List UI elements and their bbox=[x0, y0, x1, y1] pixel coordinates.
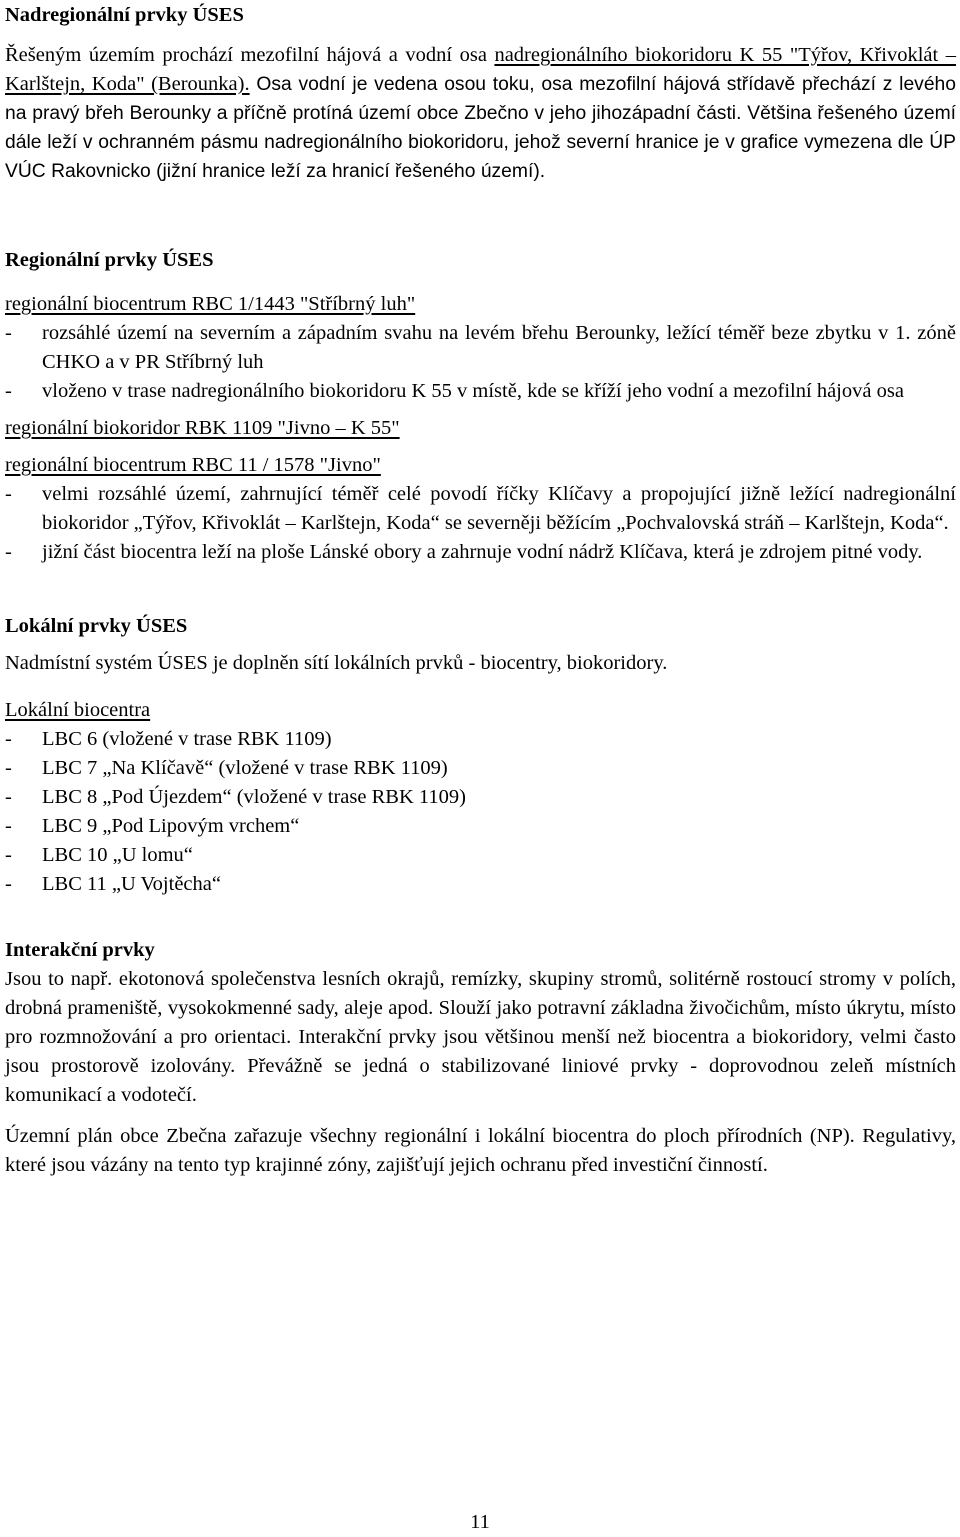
local-biocentra-title: Lokální biocentra bbox=[5, 699, 151, 721]
list-item: - LBC 10 „U lomu“ bbox=[5, 841, 956, 870]
nadregional-corridor-link: nadregionálního biokoridoru K 55 "Týřov, Křivoklát – Karlštejn, Koda" (Berounka). bbox=[5, 44, 957, 95]
list-item: - LBC 11 „U Vojtěcha“ bbox=[5, 870, 956, 899]
document-page bbox=[5, 0, 956, 1180]
list-item: - LBC 6 (vložené v trase RBK 1109) bbox=[5, 725, 956, 754]
heading-interaction: Interakční prvky bbox=[5, 939, 155, 961]
nadregional-text-start: Řešeným územím prochází mezofilní hájová a vodní osa bbox=[5, 44, 495, 66]
list-item: - LBC 9 „Pod Lipovým vrchem“ bbox=[5, 812, 956, 841]
interaction-paragraph: Jsou to např. ekotonová společenstva lesních okrajů, remízky, skupiny stromů, solitérně rostoucí stromy v polích, drobná prameniště, vysokokmenné sady, aleje apod. Slouží jako potravní základna živočichům, místo úkrytu, místo pro rozmnožování a pro orientaci. Interakční prvky jsou většinou menší než biocentra a biokoridory, velmi často jsou prostorově izolovány. Převážně se jedná o stabilizované liniové prvky - doprovodnou zeleň místních komunikací a vodotečí. bbox=[5, 968, 956, 1106]
local-intro: Nadmístní systém ÚSES je doplněn sítí lokálních prvků - biocentry, biokoridory. bbox=[5, 652, 668, 674]
plan-paragraph: Územní plán obce Zbečna zařazuje všechny regionální i lokální biocentra do ploch přírodních (NP). Regulativy, které jsou vázány na tento typ krajinné zóny, zajišťují jejich ochranu před investiční činností. bbox=[5, 1125, 956, 1176]
rbc1-title: regionální biocentrum RBC 1/1443 "Stříbrný luh" bbox=[5, 293, 416, 315]
rbc2-item-1: - velmi rozsáhlé území, zahrnující téměř celé povodí říčky Klíčavy a propojující jižně ležící nadregionální biokoridor „Týřov, Křivoklát – Karlštejn, Koda“ se severněji běžícím „Pochvalovská stráň – Karlštejn, Koda“. bbox=[5, 480, 956, 538]
rbc2-item-2: - jižní část biocentra leží na ploše Lánské obory a zahrnuje vodní nádrž Klíčava, která je zdrojem pitné vody. bbox=[5, 538, 956, 567]
rbc2-title: regionální biocentrum RBC 11 / 1578 "Jivno" bbox=[5, 454, 381, 476]
heading-local: Lokální prvky ÚSES bbox=[5, 615, 188, 637]
list-item: - LBC 8 „Pod Újezdem“ (vložené v trase RBK 1109) bbox=[5, 783, 956, 812]
page-number: 11 bbox=[470, 1511, 490, 1533]
rbc1-item-1: - rozsáhlé území na severním a západním svahu na levém břehu Berounky, ležící téměř beze zbytku v 1. zóně CHKO a v PR Stříbrný luh bbox=[5, 319, 956, 377]
nadregional-paragraph bbox=[5, 41, 956, 186]
heading-nadregional: Nadregionální prvky ÚSES bbox=[5, 4, 244, 26]
heading-regional: Regionální prvky ÚSES bbox=[5, 249, 214, 271]
local-biocentra-list bbox=[5, 725, 956, 899]
rbc1-item-2: - vloženo v trase nadregionálního biokoridoru K 55 v místě, kde se kříží jeho vodní a mezofilní hájová osa bbox=[5, 377, 956, 406]
nadregional-text-sans: Osa vodní je vedena osou toku, osa mezofilní hájová střídavě přechází z levého na pravý břeh Berounky a příčně protíná území obce Zbečno v jeho jihozápadní části. Většina řešeného území dále leží v ochranném pásmu nadregionálního biokoridoru, jehož severní hranice je v grafice vymezena dle ÚP VÚC Rakovnicko (jižní hranice leží za hranicí řešeného území). bbox=[5, 74, 956, 182]
rbk-title: regionální biokoridor RBK 1109 "Jivno – K 55" bbox=[5, 417, 400, 439]
list-item: - LBC 7 „Na Klíčavě“ (vložené v trase RBK 1109) bbox=[5, 754, 956, 783]
